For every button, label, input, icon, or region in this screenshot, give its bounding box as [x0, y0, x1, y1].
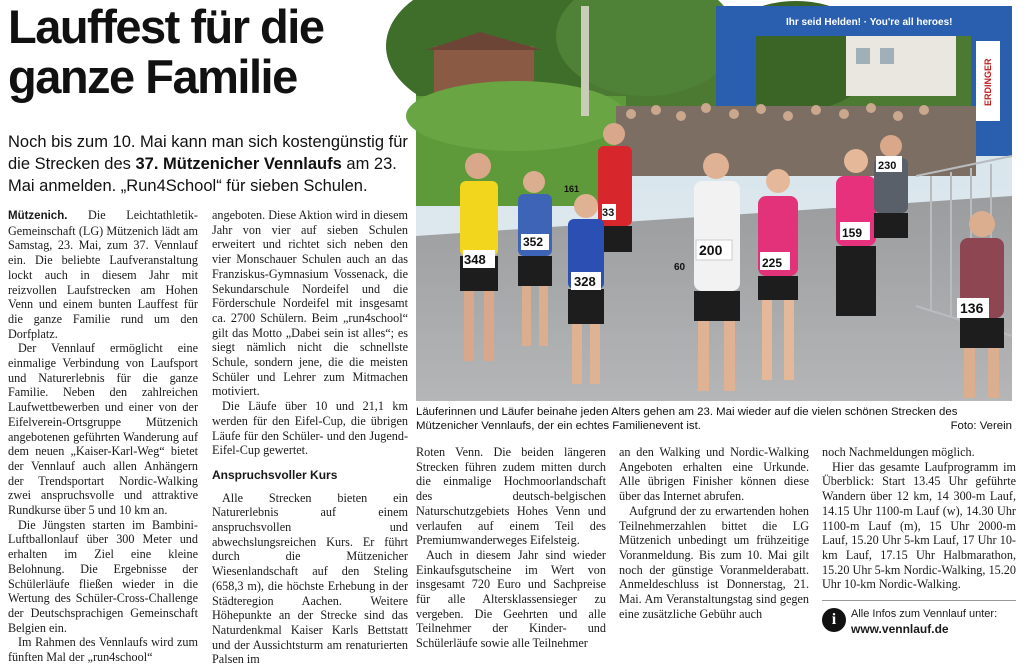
paragraph: Alle Strecken bieten ein Naturerlebnis auf einem anspruchsvollen und abwechslungsreichen Kurs. Er führt durch die Mützenicher Wiesenlandschaft auf den Steling (658,3 m), die höchste Erhebung in der Städteregion Aachen. Weitere Höhepunkte an der Strecke sind das Naturdenkmal Kaiser Karls Bettstatt und der Aussichtsturm am renaturierten Palsen im: [212, 490, 408, 667]
bib-number: 348: [464, 252, 486, 267]
bib-number: 161: [564, 184, 580, 194]
info-box: [822, 600, 1016, 637]
headline: Lauffest für die ganze Familie: [8, 0, 324, 103]
bib-number: 200: [699, 242, 723, 258]
subhead-text-1: Noch bis zum 10. Mai kann man sich kostengünstig für die Strecken des: [8, 133, 408, 173]
paragraph: Die Läufe über 10 und 21,1 km werden für den Eifel-Cup, die übrigen Läufe für den Schüler- und den Jugend-Eifel-Cup gewertet.: [212, 399, 408, 458]
bib-number: 352: [523, 235, 544, 249]
info-icon: i: [822, 608, 846, 632]
article-column-4: [619, 445, 809, 638]
bib-number: 159: [842, 226, 863, 240]
paragraph: Aufgrund der zu erwartenden hohen Teilnehmerzahlen bittet die LG Mützenich unbedingt um frühzeitige Voranmeldung. Bis zum 10. Mai gilt noch der günstige Voranmelderabatt. Anmeldeschluss ist Donnerstag, 21. Mai. Am Veranstaltungstag sind gegen eine zusätzliche Gebühr auch: [619, 503, 809, 621]
bib-number: 33: [602, 207, 615, 219]
info-label: Alle Infos zum Vennlauf unter:: [851, 608, 998, 620]
section-heading: Anspruchsvoller Kurs: [212, 467, 338, 482]
photo-caption: [416, 405, 1012, 433]
subhead-text-2: am 23. Mai anmelden. „Run4School“ für sieben Schulen.: [8, 155, 397, 195]
photo-credit: Foto: Verein: [950, 420, 1012, 432]
banner-brand: ERDINGER: [983, 58, 993, 106]
paragraph: [8, 208, 198, 341]
article-column-5: [822, 445, 1016, 597]
paragraph: angeboten. Diese Aktion wird in diesem Jahr von vier auf sieben Schulen erweitert und richtet sich neben den vier Monschauer Schulen auch an das Franziskus-Gymnasium Vossenack, die Sekundarschule Nordeifel und die Förderschule Nordeifel mit insgesamt ca. 2700 Schülern. Beim „run4school“ gilt das Motto „Dabei sein ist alles“; es siegt nämlich nicht die schnellste Schule, sondern jene, die die meisten Schüler und Lehrer zum Mitmachen motiviert.: [212, 208, 408, 399]
subheadline: [8, 131, 408, 197]
paragraph: Auch in diesem Jahr sind wieder Einkaufsgutscheine im Wert von insgesamt 720 Euro und Sachpreise für alle Altersklassensieger zu vergeben. Die Geehrten und alle Teilnehmer der Kinder- und Schülerläufe sowie alle Teilnehmer: [416, 547, 606, 651]
caption-text: Läuferinnen und Läufer beinahe jeden Alters gehen am 23. Mai wieder auf die vielen schönen Strecken des Mützenicher Vennlaufs, der ein echtes Familienevent ist.: [416, 406, 958, 432]
bib-number: 225: [762, 256, 783, 270]
paragraph: an den Walking und Nordic-Walking Angeboten erhalten eine Urkunde. Alle übrigen Finisher können diese über das Internet abrufen.: [619, 445, 809, 504]
paragraph: Hier das gesamte Laufprogramm im Überblick: Start 13.45 Uhr geführte Wandern über 12 km, 14 300-m Lauf, 14.15 Uhr 1100-m Lauf (w), 14.30 Uhr 1100-m Lauf (m), 15 Uhr 2000-m Lauf, 15.20 Uhr 5-km Lauf, 17 Uhr 10-km Lauf, 17.15 Uhr Halbmarathon, 15.20 Uhr 5-km Nordic-Walking, 15.20 Uhr 10-km Nordic-Walking.: [822, 459, 1016, 592]
paragraph: Die Jüngsten starten im Bambini-Luftballonlauf über 300 Meter und erhalten im Ziel eine kleine Belohnung. Die Ergebnisse der Schülerläufe fließen wieder in die Wertung des Schüler-Cross-Challenge der Deutschsprachigen Gemeinschaft Belgien ein.: [8, 517, 198, 635]
subhead-bold: 37. Mützenicher Vennlaufs: [135, 155, 342, 173]
bib-number: 230: [878, 160, 897, 172]
dateline: Mützenich.: [8, 210, 68, 222]
race-photo: [416, 6, 1012, 401]
bib-number: 60: [674, 262, 686, 273]
article-column-1: [8, 208, 198, 665]
paragraph: Im Rahmen des Vennlaufs wird zum fünften Mal der „run4school“: [8, 635, 198, 665]
paragraph-text: Die Leichtathletik-Gemeinschaft (LG) Mützenich lädt am Samstag, 23. Mai, zum 37. Vennlauf ein. Die beliebte Laufveranstaltung lockt auch in diesem Jahr mit reizvollen Laufstrecken am Hohen Venn und einem bunten Lauffest für die ganze Familie rund um den Dorfplatz.: [8, 208, 198, 341]
article-column-3: [416, 445, 606, 651]
paragraph: Der Vennlauf ermöglicht eine einmalige Verbindung von Laufsport und Naturerlebnis für die ganze Familie. Neben den zahlreichen Laufwettbewerben und einer von der Eifelverein-Ortsgruppe Mützenich angebotenen geführten Wanderung auf dem neuen „Kaiser-Karl-Weg“ bietet der Vennlauf auch allen Anhängern der Trendsportart Nordic-Walking zwei anspruchsvolle und attraktive Rundkurse über 5 und 10 km an.: [8, 341, 198, 518]
arch-text: Ihr seid Helden! · You're all heroes!: [786, 17, 953, 28]
paragraph: noch Nachmeldungen möglich.: [822, 445, 975, 459]
website-link[interactable]: www.vennlauf.de: [851, 622, 949, 636]
bib-number: 328: [574, 274, 596, 289]
bib-number: 136: [960, 300, 984, 316]
article-column-2: [212, 208, 408, 667]
paragraph: Roten Venn. Die beiden längeren Strecken führen zudem mitten durch die einmalige Hochmoorlandschaft des deutsch-belgischen Naturschutzgebiets Hohes Venn und verlaufen auf einem Teil des Premiumwanderweges Eifelsteig.: [416, 445, 606, 548]
photo-illustration: [416, 6, 1012, 401]
